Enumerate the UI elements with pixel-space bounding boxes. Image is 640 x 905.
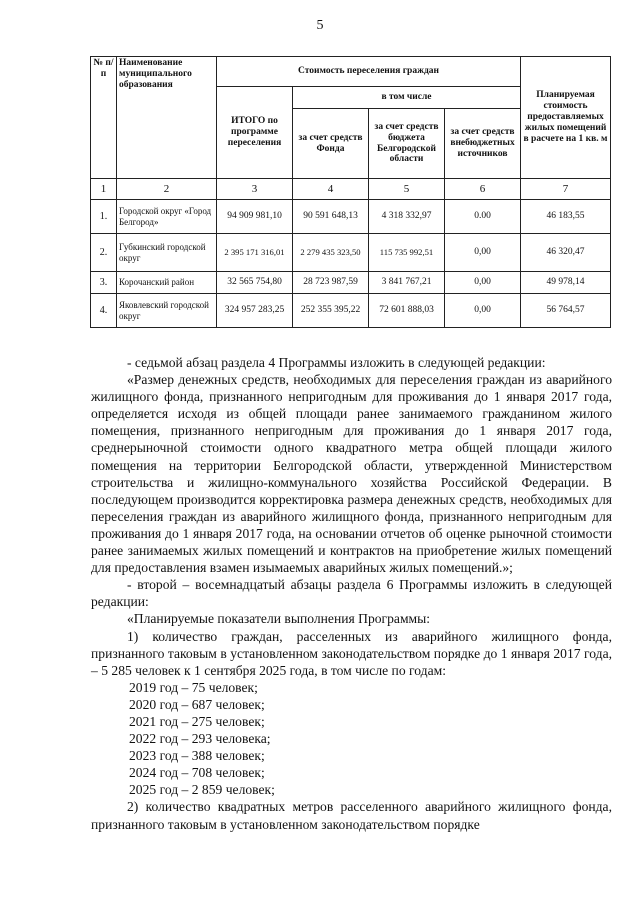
resettlement-cost-table <box>90 56 611 328</box>
table-row <box>91 294 611 328</box>
row-regional: 72 601 888,03 <box>369 294 445 328</box>
table-row <box>91 272 611 294</box>
paragraph: - седьмой абзац раздела 4 Программы изложить в следующей редакции: <box>127 355 546 370</box>
year-item: 2020 год – 687 человек; <box>129 696 265 712</box>
table-row <box>91 234 611 272</box>
row-extra: 0.00 <box>445 200 521 234</box>
row-regional: 3 841 767,21 <box>369 272 445 294</box>
year-item: 2022 год – 293 человека; <box>129 731 271 747</box>
header-extrabudget: за счет средств внебюджетных источников <box>445 109 521 179</box>
row-extra: 0,00 <box>445 272 521 294</box>
year-item: 2021 год – 275 человек; <box>129 713 265 729</box>
column-number: 2 <box>117 179 217 200</box>
column-number: 3 <box>217 179 293 200</box>
row-total: 94 909 981,10 <box>217 200 293 234</box>
row-num: 3. <box>91 272 117 294</box>
row-num: 4. <box>91 294 117 328</box>
column-number-row <box>91 179 611 200</box>
column-number: 7 <box>521 179 611 200</box>
paragraph: «Планируемые показатели выполнения Программы: <box>127 611 431 627</box>
row-extra: 0,00 <box>445 234 521 272</box>
row-total: 324 957 283,25 <box>217 294 293 328</box>
row-fund: 252 355 395,22 <box>293 294 369 328</box>
row-num: 1. <box>91 200 117 234</box>
row-planned: 46 183,55 <box>521 200 611 234</box>
row-num: 2. <box>91 234 117 272</box>
row-fund: 90 591 648,13 <box>293 200 369 234</box>
column-number: 1 <box>91 179 117 200</box>
year-item: 2023 год – 388 человек; <box>129 748 265 764</box>
row-name: Корочанский район <box>117 272 217 294</box>
row-extra: 0,00 <box>445 294 521 328</box>
row-total: 32 565 754,80 <box>217 272 293 294</box>
row-regional: 115 735 992,51 <box>369 234 445 272</box>
header-num: № п/п <box>91 57 117 179</box>
header-name: Наименование муниципального образования <box>117 57 217 179</box>
table-row <box>91 200 611 234</box>
header-total: ИТОГО по программе переселения <box>217 87 293 179</box>
paragraph: 2) количество квадратных метров расселенного аварийного жилищного фонда, признанного таковым в установленном законодательством порядке <box>91 799 612 832</box>
document-body <box>91 354 612 833</box>
paragraph: «Размер денежных средств, необходимых для переселения граждан из аварийного жилищного фонда, признанного непригодным для проживания до 1 января 2017 года, определяется исходя из общей площади ранее занимаемого гражданином жилого помещения, признанного непригодным для проживания до 1 января 2017 года, среднерыночной стоимости одного квадратного метра общей площади жилого помещения на территории Белгородской области, утвержденной Министерством строительства и жилищно-коммунального хозяйства Российской Федерации. В последующем производится корректировка размера денежных средств, необходимых для переселения граждан из аварийного жилищного фонда, признанного непригодным для проживания до 1 января 2017 года, на основании отчетов об оценке рыночной стоимости ранее занимаемых жилых помещений и контрактов на приобретение жилых помещений для предоставления взамен изымаемых аварийных жилых помещений.»; <box>91 372 612 576</box>
year-item: 2024 год – 708 человек; <box>129 765 265 781</box>
row-fund: 28 723 987,59 <box>293 272 369 294</box>
row-name: Губкинский городской округ <box>117 234 217 272</box>
header-fund: за счет средств Фонда <box>293 109 369 179</box>
row-name: Яковлевский городской округ <box>117 294 217 328</box>
row-planned: 56 764,57 <box>521 294 611 328</box>
header-including: в том числе <box>293 87 521 109</box>
year-item: 2019 год – 75 человек; <box>129 679 258 695</box>
column-number: 5 <box>369 179 445 200</box>
row-total: 2 395 171 316,01 <box>217 234 293 272</box>
header-planned: Планируемая стоимость предоставляемых жилых помещений в расчете на 1 кв. м <box>521 57 611 179</box>
year-item: 2025 год – 2 859 человек; <box>129 782 275 798</box>
paragraph: - второй – восемнадцатый абзацы раздела 6 Программы изложить в следующей редакции: <box>91 577 612 610</box>
row-planned: 46 320,47 <box>521 234 611 272</box>
row-regional: 4 318 332,97 <box>369 200 445 234</box>
column-number: 4 <box>293 179 369 200</box>
page-number: 5 <box>316 18 324 33</box>
header-regional: за счет средств бюджета Белгородской области <box>369 109 445 179</box>
column-number: 6 <box>445 179 521 200</box>
row-planned: 49 978,14 <box>521 272 611 294</box>
header-cost-group: Стоимость переселения граждан <box>217 57 521 87</box>
row-fund: 2 279 435 323,50 <box>293 234 369 272</box>
paragraph: 1) количество граждан, расселенных из аварийного жилищного фонда, признанного таковым в установленном законодательством порядке до 1 января 2017 года, – 5 285 человек к 1 сентября 2025 года, в том числе по годам: <box>91 628 612 678</box>
row-name: Городской округ «Город Белгород» <box>117 200 217 234</box>
